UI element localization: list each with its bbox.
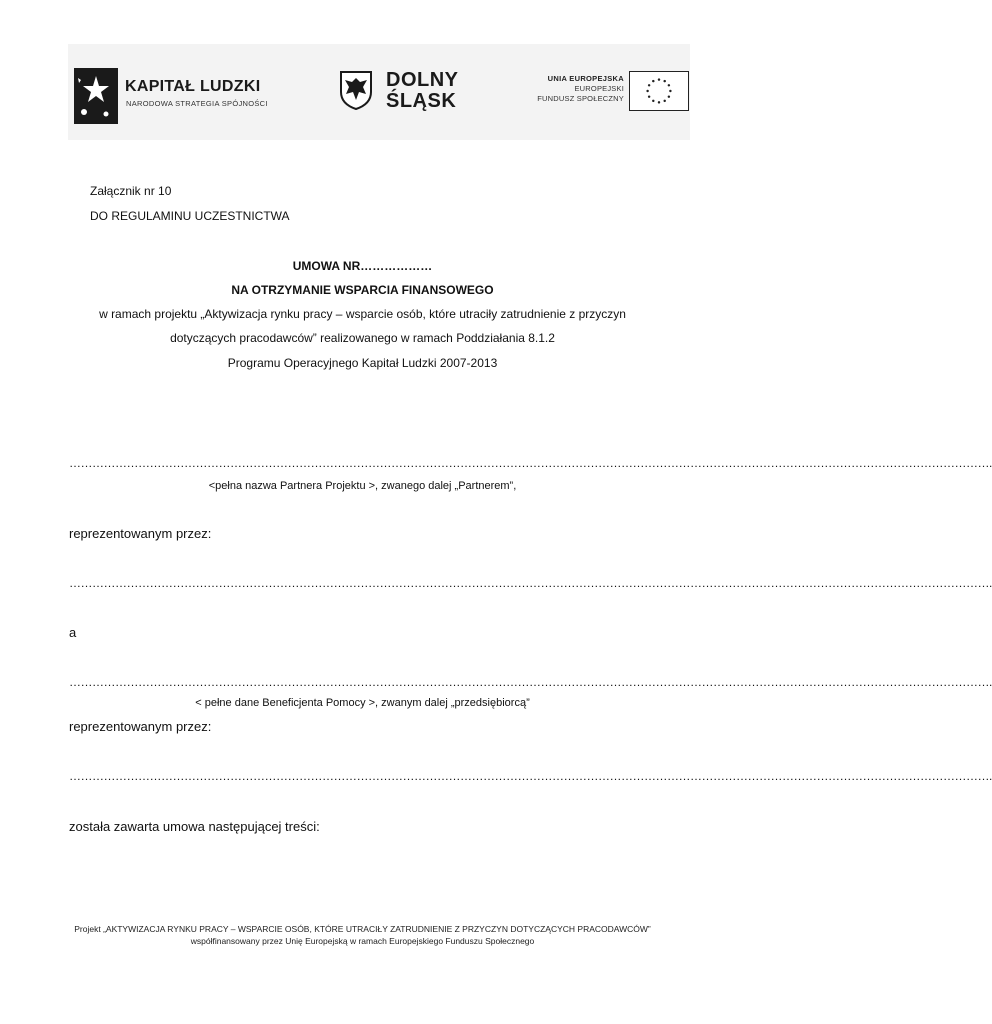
represented-by-label-2: reprezentowanym przez: — [69, 719, 212, 734]
beneficiary-caption: < pełne dane Beneficjenta Pomocy >, zwanym dalej „przedsiębiorcą” — [195, 697, 530, 709]
partner-caption: <pełna nazwa Partnera Projektu >, zwanego dalej „Partnerem”, — [208, 480, 517, 492]
dolny-slask-eagle-icon — [339, 70, 373, 110]
dolny-slask-line2: ŚLĄSK — [386, 90, 457, 112]
agreement-line2: dotyczących pracodawców” realizowanego w ramach Poddziałania 8.1.2 — [170, 331, 555, 345]
eu-flag-icon — [629, 71, 689, 111]
agreement-line1: w ramach projektu „Aktywizacja rynku pracy – wsparcie osób, które utraciły zatrudnienie z przyczyn — [99, 307, 626, 321]
ue-line3: FUNDUSZ SPOŁECZNY — [537, 94, 624, 103]
beneficiary-representative-field: ……………………………………………………………………………………………………………………………………………………………………………………………………………………. — [69, 769, 992, 783]
annex-regulation: DO REGULAMINU UCZESTNICTWA — [90, 209, 290, 223]
kapital-ludzki-logo-icon — [74, 68, 118, 124]
ue-line1: UNIA EUROPEJSKA — [547, 74, 624, 83]
kapital-ludzki-subtitle: NARODOWA STRATEGIA SPÓJNOŚCI — [126, 99, 268, 108]
dolny-slask-line1: DOLNY — [386, 69, 459, 91]
footer-line2: współfinansowany przez Unię Europejską w ramach Europejskiego Funduszu Społecznego — [190, 936, 535, 946]
and-label: a — [69, 625, 77, 640]
logo-band — [68, 44, 690, 140]
concluded-statement: została zawarta umowa następującej treści: — [69, 819, 320, 834]
footer-line1: Projekt „AKTYWIZACJA RYNKU PRACY – WSPARCIE OSÓB, KTÓRE UTRACIŁY ZATRUDNIENIE Z PRZYCZYN DOTYCZĄCYCH PRACODAWCÓW” — [74, 924, 651, 934]
ue-line2: EUROPEJSKI — [574, 84, 624, 93]
kapital-ludzki-title: KAPITAŁ LUDZKI — [125, 78, 261, 95]
annex-number: Załącznik nr 10 — [90, 184, 172, 198]
agreement-line3: Programu Operacyjnego Kapitał Ludzki 2007-2013 — [227, 356, 498, 370]
partner-name-field: ……………………………………………………………………………………………………………………………………………………………………………………………………………………. — [69, 456, 992, 470]
represented-by-label-1: reprezentowanym przez: — [69, 526, 212, 541]
partner-representative-field: ……………………………………………………………………………………………………………………………………………………………………………………………………………………. — [69, 576, 992, 590]
agreement-title: NA OTRZYMANIE WSPARCIA FINANSOWEGO — [231, 283, 494, 297]
ue-text-block — [504, 74, 624, 104]
beneficiary-data-field: ……………………………………………………………………………………………………………………………………………………………………………………………………………………. — [69, 675, 992, 689]
agreement-number: UMOWA NR……………… — [292, 259, 433, 273]
